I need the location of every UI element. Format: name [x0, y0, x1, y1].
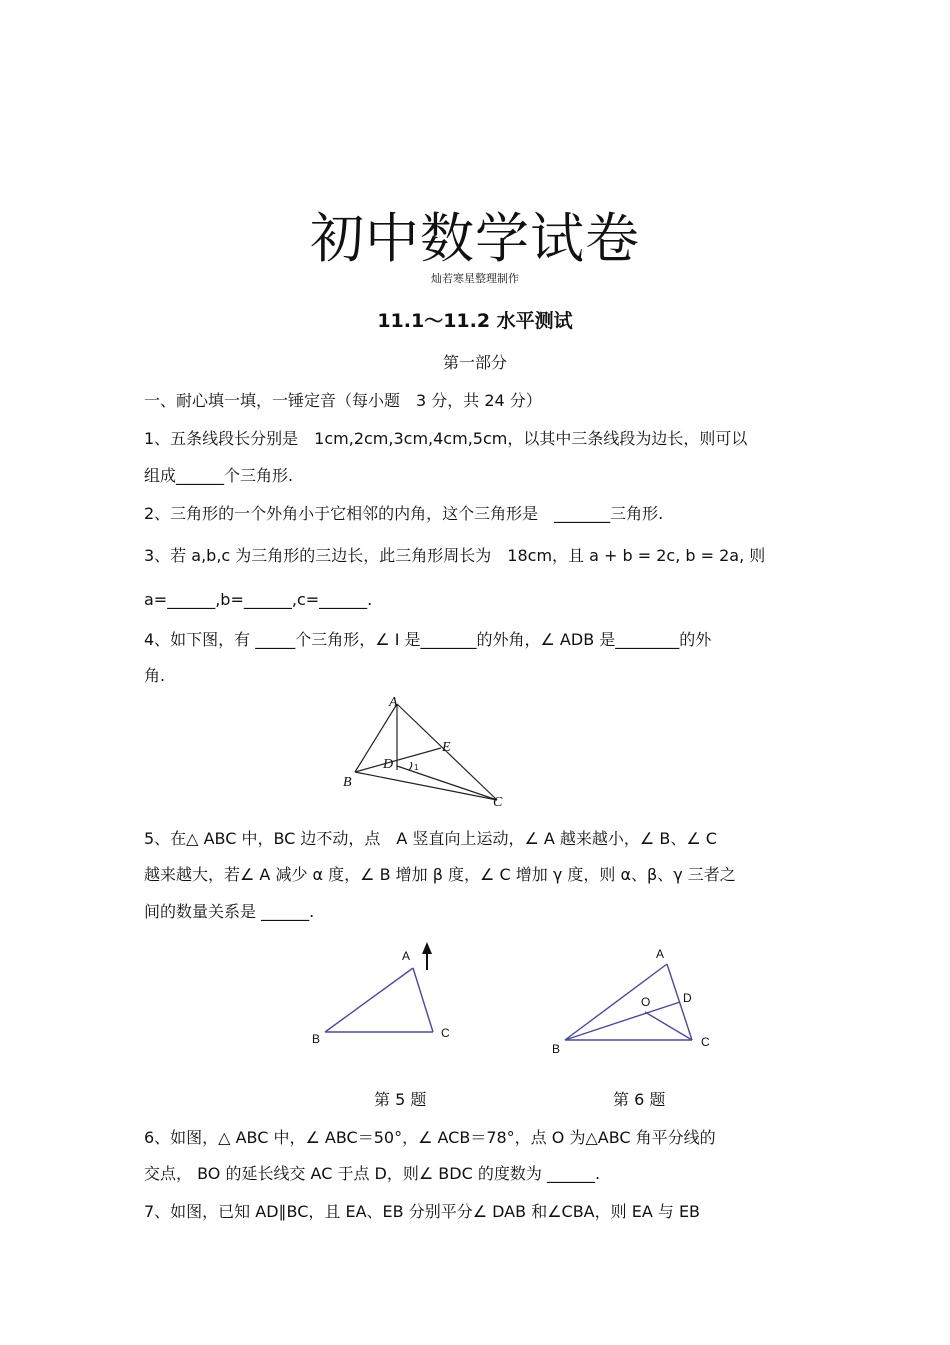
question-6-line-1: 6、如图，△ ABC 中，∠ ABC＝50°，∠ ACB＝78°，点 O 为△ABC 角平分线的 [144, 1128, 716, 1147]
figure-6-caption: 第 6 题 [613, 1090, 666, 1109]
fig4-label-b: B [343, 775, 352, 790]
fig4-label-angle-1: 1 [414, 763, 419, 772]
question-6-triangle [565, 964, 692, 1040]
fig5-label-a: A [402, 949, 411, 963]
document-title: 初中数学试卷 [310, 207, 640, 270]
question-3-line-1: 3、若 a,b,c 为三角形的三边长，此三角形周长为 18cm，且 a + b = 2c, b = 2a, 则 [144, 546, 766, 565]
question-5-line-2: 越来越大，若∠ A 减少 α 度，∠ B 增加 β 度，∠ C 增加 γ 度，则 α、β、γ 三者之 [144, 865, 736, 884]
fig4-label-a: A [389, 695, 398, 710]
question-2: 2、三角形的一个外角小于它相邻的内角，这个三角形是 _______三角形. [144, 504, 664, 523]
question-3-line-2: a=______,b=______,c=______. [144, 590, 373, 609]
figure-5-caption: 第 5 题 [374, 1090, 427, 1109]
question-6-line-2: 交点， BO 的延长线交 AC 于点 D，则∠ BDC 的度数为 ______. [144, 1164, 601, 1183]
fig4-label-c: C [493, 795, 503, 810]
fig4-label-d: D [383, 757, 394, 772]
fig5-label-b: B [312, 1032, 321, 1046]
question-4-figure [335, 690, 515, 810]
fig6-label-c: C [701, 1035, 710, 1049]
arrow-up-icon [422, 942, 432, 970]
question-5-line-1: 5、在△ ABC 中，BC 边不动，点 A 竖直向上运动，∠ A 越来越小，∠ B、∠ C [144, 829, 717, 848]
question-7-line-1: 7、如图，已知 AD∥BC，且 EA、EB 分别平分∠ DAB 和∠CBA，则 EA 与 EB [144, 1202, 701, 1221]
question-5-figure [305, 936, 465, 1048]
question-4-line-1: 4、如下图，有 _____个三角形，∠ I 是_______的外角，∠ ADB 是________的外 [144, 630, 712, 649]
question-4-figure-lines [355, 704, 497, 800]
question-1-line-1: 1、五条线段长分别是 1cm,2cm,3cm,4cm,5cm，以其中三条线段为边长，则可以 [144, 429, 748, 448]
fig6-label-d: D [683, 991, 692, 1005]
part-heading: 第一部分 [442, 353, 507, 372]
question-1-line-2: 组成______个三角形. [144, 466, 294, 485]
test-name: 11.1～11.2 水平测试 [377, 310, 573, 332]
question-6-figure [545, 940, 725, 1055]
fig6-label-b: B [552, 1042, 561, 1055]
fig6-label-o: O [641, 995, 651, 1009]
fig6-label-a: A [656, 947, 665, 961]
question-4-line-2: 角. [144, 666, 166, 685]
section-heading: 一、耐心填一填，一锤定音（每小题 3 分，共 24 分） [144, 391, 542, 410]
question-5-line-3: 间的数量关系是 ______. [144, 902, 315, 921]
document-subtitle: 灿若寒星整理制作 [431, 272, 519, 285]
fig5-label-c: C [441, 1026, 450, 1040]
question-5-triangle [325, 968, 433, 1032]
fig4-label-e: E [442, 740, 451, 755]
